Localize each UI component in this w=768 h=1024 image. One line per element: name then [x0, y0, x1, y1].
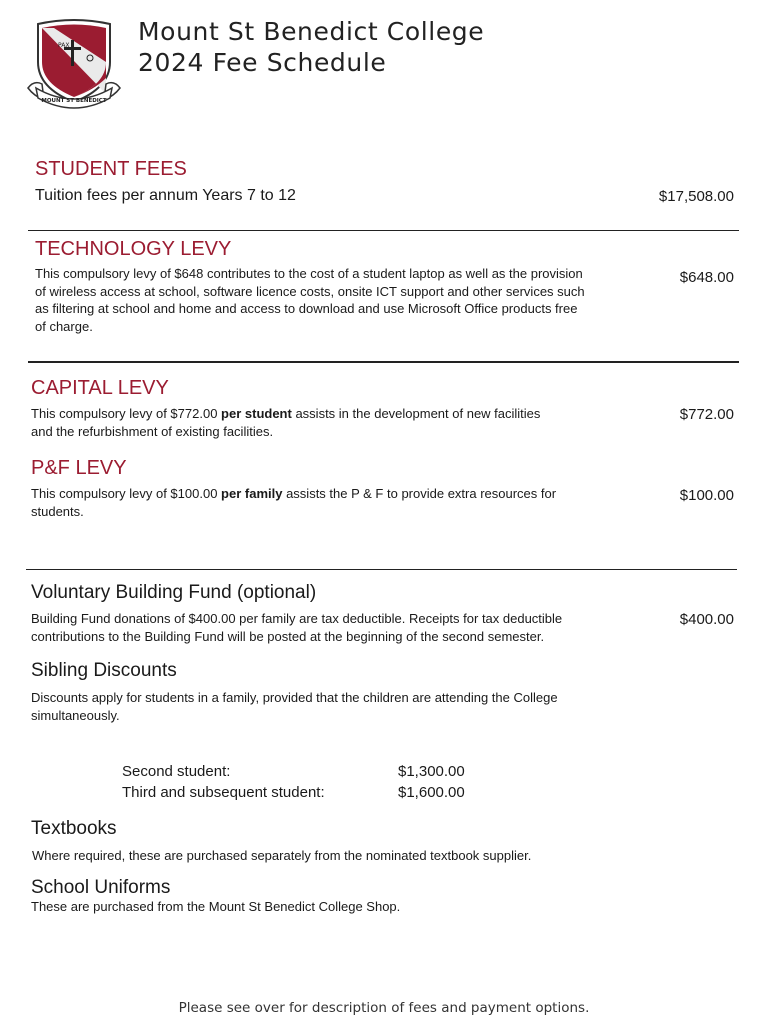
- tuition-label: Tuition fees per annum Years 7 to 12: [35, 187, 296, 204]
- tuition-amount: $17,508.00: [658, 188, 734, 205]
- discount-row-amount: $1,600.00: [398, 784, 465, 801]
- schedule-title: 2024 Fee Schedule: [138, 48, 387, 77]
- divider: [26, 569, 737, 570]
- capital-levy-heading: CAPITAL LEVY: [31, 377, 169, 399]
- divider: [28, 230, 739, 231]
- capital-levy-description: This compulsory levy of $772.00 per student assists in the development of new facilities and the refurbishment of existing facilities.: [31, 406, 541, 439]
- sibling-discounts-description: Discounts apply for students in a family, provided that the children are attending the College simultaneously.: [31, 690, 558, 723]
- textbooks-heading: Textbooks: [31, 818, 117, 839]
- discount-row-amount: $1,300.00: [398, 763, 465, 780]
- building-fund-heading: Voluntary Building Fund (optional): [31, 582, 317, 603]
- discount-row-label: Second student:: [122, 763, 231, 780]
- sibling-discounts-heading: Sibling Discounts: [31, 660, 177, 681]
- college-crest-logo: [24, 18, 124, 110]
- uniforms-description: These are purchased from the Mount St Benedict College Shop.: [31, 899, 401, 914]
- divider: [28, 361, 739, 363]
- technology-levy-amount: $648.00: [679, 269, 734, 286]
- technology-levy-heading: TECHNOLOGY LEVY: [35, 238, 232, 260]
- technology-levy-description: This compulsory levy of $648 contributes to the cost of a student laptop as well as the provision of wireless access at school, software licence costs, onsite ICT support and other services such as filtering at school and home and access to download and use Microsoft Office products free of charge.: [35, 266, 585, 334]
- uniforms-heading: School Uniforms: [31, 877, 171, 898]
- crest-banner-text: MOUNT ST BENEDICT: [41, 98, 107, 104]
- college-name: Mount St Benedict College: [138, 17, 485, 46]
- footer-note: Please see over for description of fees and payment options.: [178, 1000, 590, 1016]
- building-fund-description: Building Fund donations of $400.00 per family are tax deductible. Receipts for tax deductible contributions to the Building Fund will be posted at the beginning of the second semester.: [31, 611, 563, 644]
- svg-text:PAX: PAX: [58, 42, 70, 49]
- textbooks-description: Where required, these are purchased separately from the nominated textbook supplier.: [32, 848, 532, 863]
- pf-levy-amount: $100.00: [679, 487, 734, 504]
- discount-row-label: Third and subsequent student:: [122, 784, 325, 801]
- student-fees-heading: STUDENT FEES: [35, 158, 187, 180]
- pf-levy-heading: P&F LEVY: [31, 457, 127, 479]
- building-fund-amount: $400.00: [679, 611, 734, 628]
- pf-levy-description: This compulsory levy of $100.00 per family assists the P & F to provide extra resources for students.: [31, 486, 557, 519]
- capital-levy-amount: $772.00: [679, 406, 734, 423]
